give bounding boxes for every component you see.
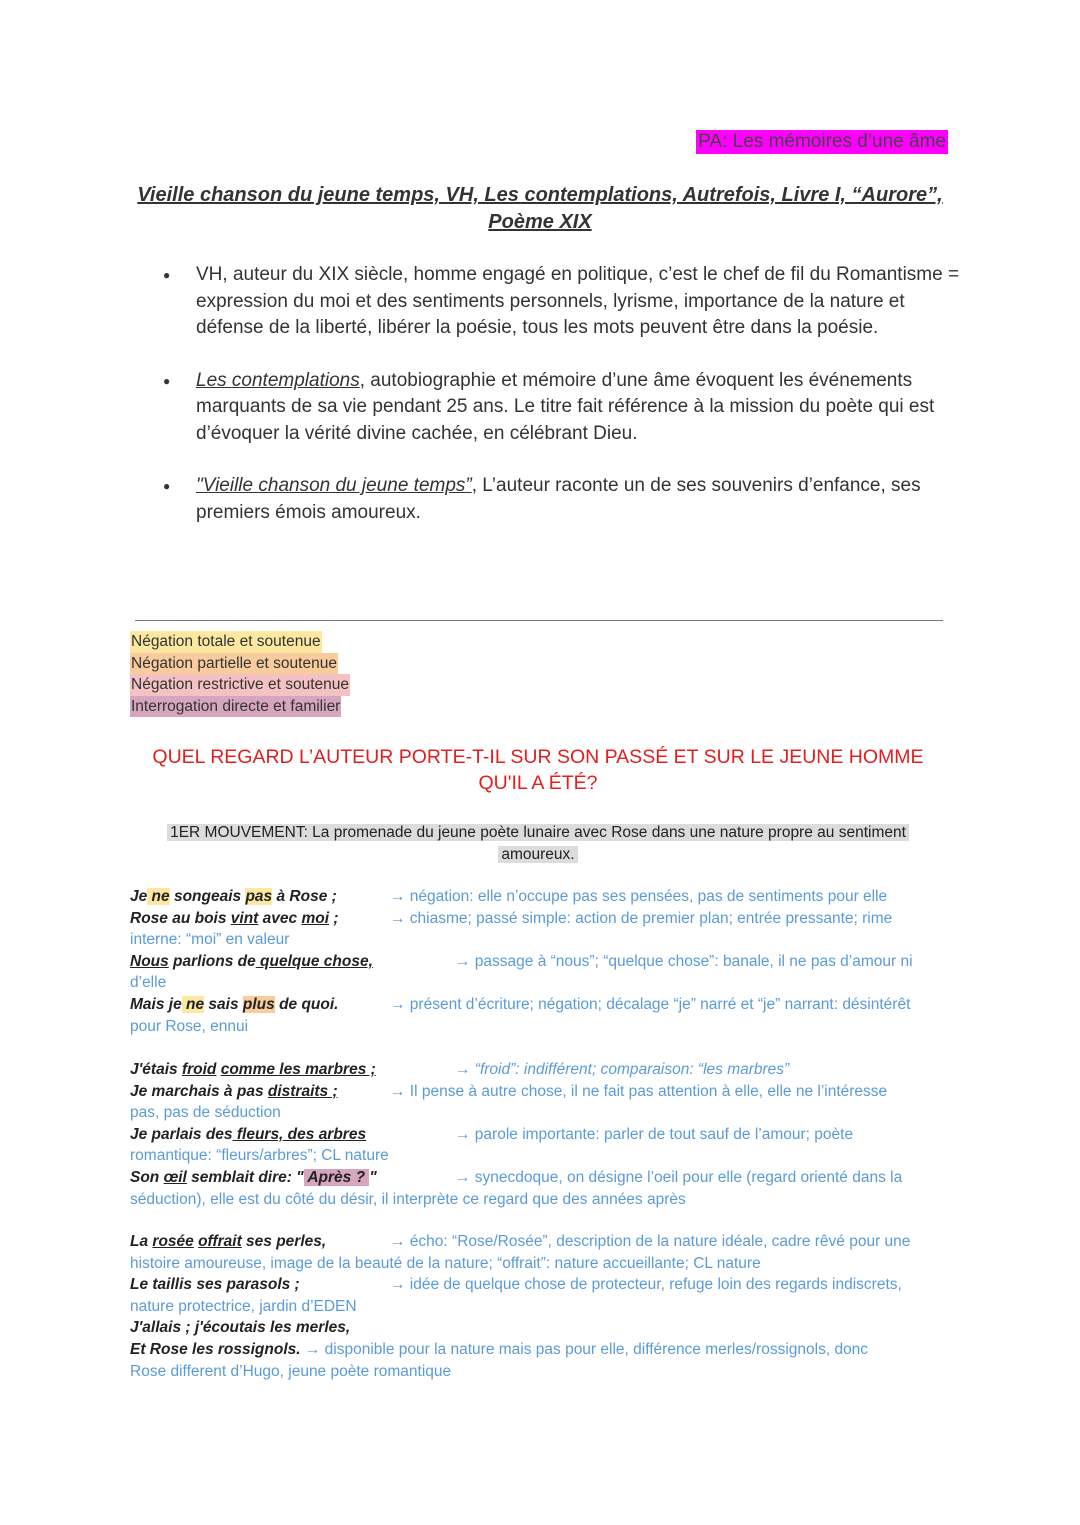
title-line-2: Poème XIX bbox=[488, 211, 592, 233]
stanza-2 bbox=[130, 1059, 945, 1210]
verse-line: Mais je ne sais plus de quoi. → présent d’écriture; négation; décalage “je” narré et “je” narrant: désintérêt bbox=[130, 994, 945, 1016]
verse-line: Rose au bois vint avec moi ; → chiasme; passé simple: action de premier plan; entrée pressante; rime bbox=[130, 908, 945, 930]
poem-title: "Vieille chanson du jeune temps” bbox=[196, 475, 472, 496]
divider bbox=[135, 620, 943, 621]
verse-line: Je ne songeais pas à Rose ; → négation: elle n’occupe pas ses pensées, pas de sentiments pour elle bbox=[130, 886, 945, 908]
verse-line: J'allais ; j'écoutais les merles, bbox=[130, 1319, 351, 1337]
legend-item-negation-restrictive: Négation restrictive et soutenue bbox=[130, 674, 350, 696]
comment-continuation: d’elle bbox=[130, 974, 167, 992]
verse-line: Je marchais à pas distraits ; → Il pense à autre chose, il ne fait pas attention à elle, elle ne l’intéresse bbox=[130, 1081, 945, 1103]
verse-line: Et Rose les rossignols. → disponible pour la nature mais pas pour elle, différence merles/rossignols, donc bbox=[130, 1340, 869, 1358]
movement-heading: 1ER MOUVEMENT: La promenade du jeune poète lunaire avec Rose dans une nature propre au sentiment amoureux. bbox=[130, 822, 946, 866]
comment-continuation: pas, pas de séduction bbox=[130, 1104, 281, 1122]
verse-comment: → Il pense à autre chose, il ne fait pas attention à elle, elle ne l’intéresse bbox=[390, 1082, 888, 1100]
verse-comment: → “froid”: indifférent; comparaison: “les marbres” bbox=[455, 1061, 790, 1078]
work-title: Les contemplations bbox=[196, 369, 360, 391]
color-legend bbox=[130, 631, 350, 717]
verse-comment: → passage à “nous”; “quelque chose”: banale, il ne pas d’amour ni bbox=[455, 952, 913, 970]
legend-item-negation-totale: Négation totale et soutenue bbox=[130, 631, 322, 653]
problematic-question: QUEL REGARD L’AUTEUR PORTE-T-IL SUR SON PASSÉ ET SUR LE JEUNE HOMME QU'IL A ÉTÉ? bbox=[152, 746, 924, 794]
verse-comment: → disponible pour la nature mais pas pour elle, différence merles/rossignols, donc bbox=[300, 1340, 869, 1358]
verse-comment: → présent d’écriture; négation; décalage “je” narré et “je” narrant: désintérêt bbox=[390, 995, 911, 1013]
bullet-item: ● "Vieille chanson du jeune temps”, L’auteur raconte un de ses souvenirs d’enfance, ses premiers émois amoureux. bbox=[160, 473, 960, 526]
verse-comment: → idée de quelque chose de protecteur, refuge loin des regards indiscrets, bbox=[390, 1276, 902, 1294]
comment-continuation: romantique: “fleurs/arbres”; CL nature bbox=[130, 1147, 389, 1165]
legend-item-interrogation: Interrogation directe et familier bbox=[130, 696, 341, 718]
comment-continuation: histoire amoureuse, image de la beauté de la nature; “offrait”: nature accueillante; CL nature bbox=[130, 1254, 761, 1272]
verse-comment: → parole importante: parler de tout sauf de l’amour; poète bbox=[455, 1125, 854, 1143]
verse-line: Nous parlions de quelque chose, → passage à “nous”; “quelque chose”: banale, il ne pas d’amour ni bbox=[130, 951, 945, 973]
stanza-3 bbox=[130, 1231, 945, 1382]
title-line-1: Vieille chanson du jeune temps, VH, Les contemplations, Autrefois, Livre I, “Aurore”, bbox=[137, 184, 943, 206]
comment-continuation: interne: “moi” en valeur bbox=[130, 931, 290, 949]
comment-continuation: nature protectrice, jardin d’EDEN bbox=[130, 1297, 357, 1315]
page-tag: PA: Les mémoires d’une âme bbox=[698, 131, 946, 152]
verse-comment: → écho: “Rose/Rosée”, description de la nature idéale, cadre rêvé pour une bbox=[390, 1233, 911, 1250]
comment-continuation: pour Rose, ennui bbox=[130, 1017, 249, 1035]
verse-comment: → synecdoque, on désigne l’oeil pour elle (regard orienté dans la bbox=[455, 1168, 903, 1186]
page-title bbox=[120, 182, 960, 236]
verse-comment: → chiasme; passé simple: action de premier plan; entrée pressante; rime bbox=[390, 909, 893, 927]
verse-comment: → négation: elle n’occupe pas ses pensées, pas de sentiments pour elle bbox=[390, 888, 888, 905]
intro-bullets bbox=[160, 262, 960, 552]
verse-line: J'étais froid comme les marbres ; → “froid”: indifférent; comparaison: “les marbres” bbox=[130, 1059, 945, 1081]
bullet-item: ● Les contemplations, autobiographie et mémoire d’une âme évoquent les événements marquants de sa vie pendant 25 ans. Le titre fait référence à la mission du poète qui est d’évoquer la vérité divine cachée, en célébrant Dieu. bbox=[160, 368, 960, 448]
verse-line: La rosée offrait ses perles, → écho: “Rose/Rosée”, description de la nature idéale, cadre rêvé pour une bbox=[130, 1231, 945, 1253]
comment-continuation: séduction), elle est du côté du désir, il interprète ce regard que des années après bbox=[130, 1190, 686, 1208]
verse-line: Je parlais des fleurs, des arbres → parole importante: parler de tout sauf de l’amour; poète bbox=[130, 1124, 945, 1146]
legend-item-negation-partielle: Négation partielle et soutenue bbox=[130, 653, 338, 675]
bullet-item: ● VH, auteur du XIX siècle, homme engagé en politique, c’est le chef de fil du Romantisme = expression du moi et des sentiments personnels, lyrisme, importance de la nature et défense de la liberté, libérer la poésie, tous les mots peuvent être dans la poésie. bbox=[160, 262, 960, 342]
stanza-1 bbox=[130, 886, 945, 1037]
verse-line: Son œil semblait dire: " Après ? " → synecdoque, on désigne l’oeil pour elle (regard orienté dans la bbox=[130, 1167, 945, 1189]
verse-line: Le taillis ses parasols ; → idée de quelque chose de protecteur, refuge loin des regards indiscrets, bbox=[130, 1274, 945, 1296]
comment-continuation: Rose different d’Hugo, jeune poète romantique bbox=[130, 1362, 452, 1380]
